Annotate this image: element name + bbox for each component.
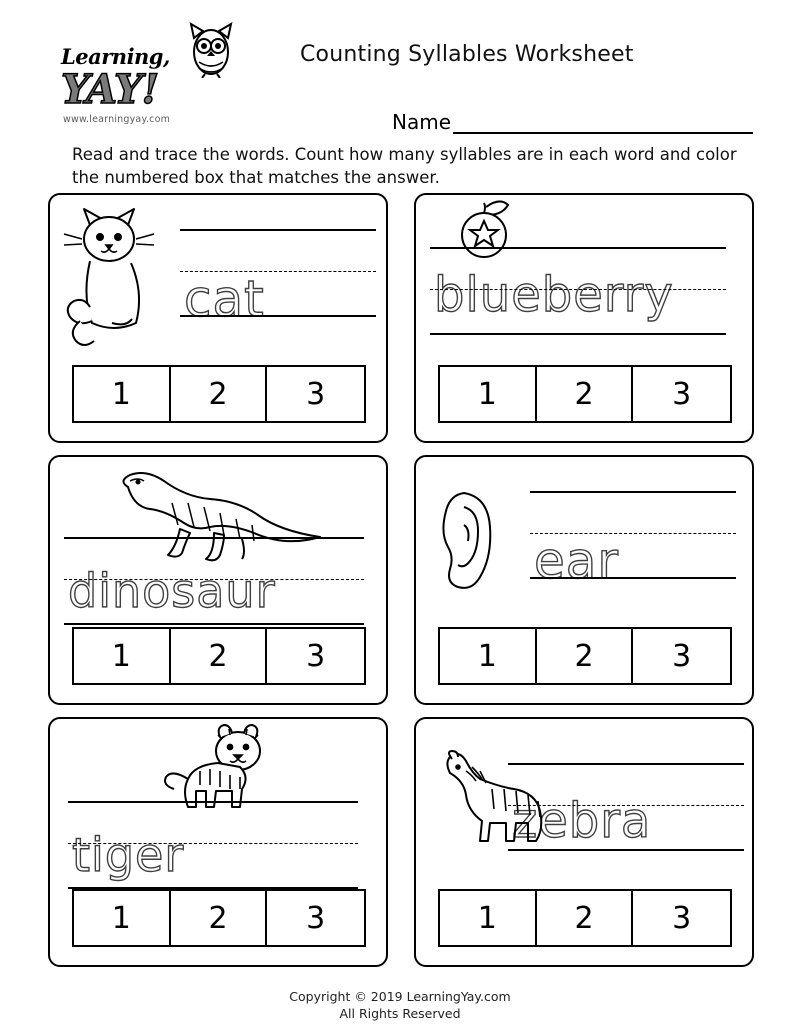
problem-card bbox=[414, 455, 754, 705]
number-choice-2[interactable]: 2 bbox=[171, 891, 268, 945]
logo-website-url: www.learningyay.com bbox=[63, 114, 171, 125]
cat-illustration bbox=[60, 203, 170, 353]
trace-word: dinosaur bbox=[68, 564, 276, 618]
line-top bbox=[68, 801, 358, 803]
number-choice-3[interactable]: 3 bbox=[306, 376, 326, 412]
copyright-line: Copyright © 2019 LearningYay.com bbox=[289, 989, 511, 1005]
line-top bbox=[180, 229, 376, 231]
line-top bbox=[64, 537, 364, 539]
problem-card bbox=[414, 717, 754, 967]
rights-line: All Rights Reserved bbox=[339, 1006, 461, 1022]
problem-card bbox=[48, 717, 388, 967]
number-choice-1[interactable]: 1 bbox=[440, 367, 537, 421]
page-title: Counting Syllables Worksheet bbox=[300, 42, 634, 67]
name-label: Name bbox=[392, 110, 452, 134]
logo-text-yay: YAY! bbox=[61, 66, 159, 113]
number-choice-2[interactable]: 2 bbox=[537, 629, 634, 683]
number-choice-3[interactable]: 3 bbox=[306, 900, 326, 936]
number-choice-1[interactable]: 1 bbox=[74, 367, 171, 421]
number-choice-1[interactable]: 1 bbox=[74, 629, 171, 683]
trace-word: ear bbox=[534, 532, 619, 590]
line-top bbox=[430, 247, 726, 249]
number-choice-box bbox=[72, 627, 366, 685]
line-top bbox=[530, 491, 736, 493]
problem-card bbox=[48, 193, 388, 443]
tracing-lines[interactable] bbox=[508, 763, 744, 888]
number-choice-box bbox=[72, 889, 366, 947]
owl-icon bbox=[185, 18, 237, 78]
number-choice-box bbox=[438, 627, 732, 685]
trace-word: blueberry bbox=[434, 267, 674, 323]
number-choice-1[interactable]: 1 bbox=[440, 629, 537, 683]
tracing-lines[interactable] bbox=[530, 491, 736, 616]
page-footer bbox=[0, 989, 800, 1023]
number-choice-1[interactable]: 1 bbox=[74, 891, 171, 945]
trace-word: zebra bbox=[512, 793, 652, 849]
number-choice-3[interactable]: 3 bbox=[306, 638, 326, 674]
number-choice-box bbox=[438, 889, 732, 947]
number-choice-3[interactable]: 3 bbox=[672, 900, 692, 936]
number-choice-3[interactable]: 3 bbox=[672, 638, 692, 674]
name-field-row bbox=[392, 110, 753, 134]
ear-illustration bbox=[434, 485, 504, 605]
problem-card bbox=[48, 455, 388, 705]
number-choice-2[interactable]: 2 bbox=[537, 891, 634, 945]
number-choice-2[interactable]: 2 bbox=[171, 629, 268, 683]
number-choice-1[interactable]: 1 bbox=[440, 891, 537, 945]
trace-word: tiger bbox=[72, 828, 185, 882]
trace-word: cat bbox=[184, 270, 265, 328]
logo-text-learning: Learning, bbox=[61, 44, 170, 69]
page-header bbox=[0, 0, 800, 140]
tracing-lines[interactable] bbox=[180, 229, 376, 354]
number-choice-box bbox=[438, 365, 732, 423]
number-choice-2[interactable]: 2 bbox=[171, 367, 268, 421]
name-input-line[interactable] bbox=[453, 114, 753, 134]
number-choice-2[interactable]: 2 bbox=[537, 367, 634, 421]
number-choice-3[interactable]: 3 bbox=[672, 376, 692, 412]
line-top bbox=[508, 763, 744, 765]
problem-card bbox=[414, 193, 754, 443]
problems-grid bbox=[48, 193, 754, 967]
number-choice-box bbox=[72, 365, 366, 423]
tracing-lines[interactable] bbox=[430, 247, 726, 372]
instructions-text: Read and trace the words. Count how many syllables are in each word and color the numbered box that matches the answer. bbox=[72, 145, 737, 188]
site-logo[interactable] bbox=[55, 18, 245, 133]
